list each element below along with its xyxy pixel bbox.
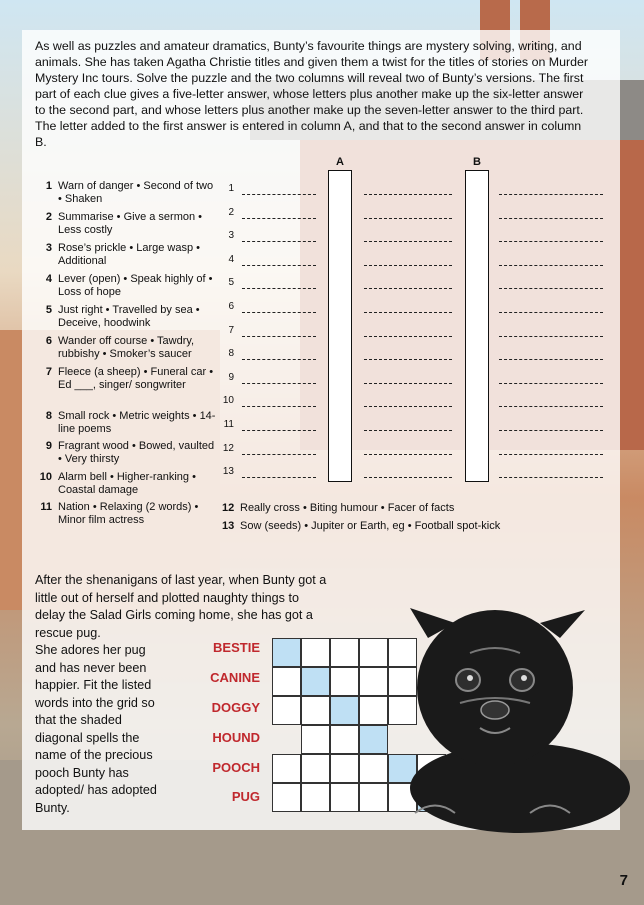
clue-text: Small rock • Metric weights • 14-line poems bbox=[58, 410, 216, 435]
answer-blank-2[interactable] bbox=[364, 218, 452, 219]
answer-blank-3[interactable] bbox=[499, 406, 603, 407]
answer-blank-1[interactable] bbox=[242, 336, 316, 337]
answer-blank-1[interactable] bbox=[242, 218, 316, 219]
column-a-header: A bbox=[336, 156, 344, 168]
clue-item bbox=[222, 520, 500, 532]
answer-blank-2[interactable] bbox=[364, 288, 452, 289]
clue-number: 13 bbox=[222, 520, 235, 532]
clue-text: Warn of danger • Second of two • Shaken bbox=[58, 180, 214, 205]
answer-row-number: 7 bbox=[228, 324, 234, 336]
grid-cell[interactable] bbox=[359, 696, 388, 725]
clue-number: 3 bbox=[45, 242, 52, 254]
answer-row-number: 8 bbox=[228, 348, 234, 360]
grid-cell[interactable] bbox=[359, 754, 388, 783]
clue-text: Rose’s prickle • Large wasp • Additional bbox=[58, 242, 201, 267]
answer-row-number: 5 bbox=[228, 277, 234, 289]
clue-number: 7 bbox=[45, 366, 52, 378]
pug-puzzle-intro: After the shenanigans of last year, when Bunty got a little out of herself and plotted naughty things to delay the Salad Girls coming home, she has got a rescue pug. bbox=[35, 573, 327, 640]
answer-row-number: 1 bbox=[228, 183, 234, 194]
clue-text: Lever (open) • Speak highly of • Loss of hope bbox=[58, 273, 213, 298]
answer-blank-1[interactable] bbox=[242, 312, 316, 313]
answer-blank-2[interactable] bbox=[364, 430, 452, 431]
word-item: BESTIE bbox=[213, 640, 260, 655]
clue-text: Nation • Relaxing (2 words) • Minor film actress bbox=[58, 501, 199, 526]
answer-row-number: 10 bbox=[222, 395, 234, 407]
grid-cell[interactable] bbox=[359, 667, 388, 696]
answer-blank-2[interactable] bbox=[364, 241, 452, 242]
answer-blank-1[interactable] bbox=[242, 288, 316, 289]
clue-number: 11 bbox=[40, 501, 52, 513]
answer-blank-3[interactable] bbox=[499, 383, 603, 384]
word-item: POOCH bbox=[212, 760, 260, 775]
word-item: HOUND bbox=[212, 730, 260, 745]
answer-blank-1[interactable] bbox=[242, 430, 316, 431]
answer-row-number: 2 bbox=[228, 206, 234, 218]
page-number: 7 bbox=[619, 872, 628, 889]
grid-cell-shaded[interactable] bbox=[301, 667, 330, 696]
column-b[interactable] bbox=[465, 170, 489, 482]
clue-text: Wander off course • Tawdry, rubbishy • Smoker’s saucer bbox=[58, 335, 195, 360]
grid-cell[interactable] bbox=[272, 783, 301, 812]
clue-number: 4 bbox=[45, 273, 52, 285]
grid-cell[interactable] bbox=[301, 783, 330, 812]
clue-number: 2 bbox=[45, 211, 52, 223]
clue-number: 6 bbox=[45, 335, 52, 347]
answer-row-number: 4 bbox=[228, 253, 234, 265]
grid-cell-shaded[interactable] bbox=[272, 638, 301, 667]
grid-cell-shaded[interactable] bbox=[359, 725, 388, 754]
answer-blank-2[interactable] bbox=[364, 359, 452, 360]
answer-row-number: 12 bbox=[222, 442, 234, 454]
instructions: As well as puzzles and amateur dramatics, Bunty’s favourite things are mystery solving, writing, and animals. She has taken Agatha Christie titles and given them a twist for the titles of stories on Murder Mystery Inc tours. Solve the puzzle and the two columns will reveal two of Bunty’s versions. The first part of each clue gives a five-letter answer, whose letters plus another make up the six-letter answer to the second part, and whose letters plus another make up the seven-letter answer to the third part. The letter added to the first answer is entered in column A, and that to the second answer in column B. bbox=[35, 39, 589, 149]
answer-blank-3[interactable] bbox=[499, 218, 603, 219]
answer-blank-2[interactable] bbox=[364, 477, 452, 478]
answer-blank-3[interactable] bbox=[499, 430, 603, 431]
clue-text: Fleece (a sheep) • Funeral car • Ed ___, singer/ songwriter bbox=[58, 366, 214, 391]
answer-blank-2[interactable] bbox=[364, 336, 452, 337]
clue-text: Fragrant wood • Bowed, vaulted • Very thirsty bbox=[58, 440, 215, 465]
clue-text: Really cross • Biting humour • Facer of facts bbox=[240, 502, 455, 514]
clue-text: Sow (seeds) • Jupiter or Earth, eg • Football spot-kick bbox=[240, 520, 501, 532]
answer-blank-3[interactable] bbox=[499, 265, 603, 266]
grid-cell[interactable] bbox=[301, 696, 330, 725]
clue-text: Just right • Travelled by sea • Deceive, hoodwink bbox=[58, 304, 200, 329]
grid-cell[interactable] bbox=[359, 638, 388, 667]
answer-blank-3[interactable] bbox=[499, 312, 603, 313]
answer-blank-1[interactable] bbox=[242, 383, 316, 384]
grid-cell[interactable] bbox=[330, 667, 359, 696]
answer-blank-3[interactable] bbox=[499, 477, 603, 478]
answer-blank-2[interactable] bbox=[364, 454, 452, 455]
answer-blank-3[interactable] bbox=[499, 336, 603, 337]
grid-cell[interactable] bbox=[359, 783, 388, 812]
clue-item bbox=[222, 502, 454, 514]
clue-text: Summarise • Give a sermon • Less costly bbox=[58, 211, 203, 236]
clue-number: 12 bbox=[222, 502, 235, 514]
clue-text: Alarm bell • Higher-ranking • Coastal damage bbox=[58, 471, 196, 496]
pug-illustration bbox=[400, 598, 630, 838]
answer-blank-1[interactable] bbox=[242, 265, 316, 266]
grid-cell[interactable] bbox=[301, 754, 330, 783]
grid-cell[interactable] bbox=[330, 725, 359, 754]
word-item: CANINE bbox=[210, 670, 260, 685]
answer-blank-1[interactable] bbox=[242, 359, 316, 360]
grid-cell[interactable] bbox=[272, 696, 301, 725]
answer-row-number: 11 bbox=[223, 419, 234, 430]
answer-blank-2[interactable] bbox=[364, 406, 452, 407]
answer-blank-3[interactable] bbox=[499, 288, 603, 289]
answer-blank-1[interactable] bbox=[242, 406, 316, 407]
answer-blank-2[interactable] bbox=[364, 383, 452, 384]
clue-number: 10 bbox=[39, 471, 52, 483]
answer-row-number: 9 bbox=[228, 371, 234, 383]
answer-blank-1[interactable] bbox=[242, 477, 316, 478]
answer-blank-1[interactable] bbox=[242, 454, 316, 455]
grid-cell[interactable] bbox=[330, 638, 359, 667]
answer-blank-3[interactable] bbox=[499, 359, 603, 360]
answer-blank-3[interactable] bbox=[499, 241, 603, 242]
grid-cell[interactable] bbox=[330, 754, 359, 783]
word-item: DOGGY bbox=[211, 700, 260, 715]
answer-blank-2[interactable] bbox=[364, 265, 452, 266]
answer-blank-2[interactable] bbox=[364, 312, 452, 313]
answer-blank-2[interactable] bbox=[364, 194, 452, 195]
grid-cell-shaded[interactable] bbox=[330, 696, 359, 725]
answer-row-number: 13 bbox=[222, 466, 234, 478]
grid-cell[interactable] bbox=[272, 667, 301, 696]
column-b-header: B bbox=[473, 156, 481, 168]
pug-puzzle-instructions: She adores her pug and has never been happier. Fit the listed words into the grid so that the shaded diagonal spells the name of the precious pooch Bunty has adopted/ has adopted Bunty. bbox=[35, 643, 157, 815]
answer-blank-3[interactable] bbox=[499, 194, 603, 195]
word-item: PUG bbox=[231, 789, 260, 804]
answer-row-number: 3 bbox=[228, 230, 234, 242]
grid-cell[interactable] bbox=[272, 754, 301, 783]
clue-number: 8 bbox=[45, 410, 52, 422]
answer-blank-1[interactable] bbox=[242, 241, 316, 242]
grid-cell[interactable] bbox=[301, 638, 330, 667]
clue-number: 9 bbox=[45, 440, 52, 452]
answer-blank-1[interactable] bbox=[242, 194, 316, 195]
clue-number: 5 bbox=[45, 304, 52, 316]
answer-row-number: 6 bbox=[228, 301, 234, 312]
clue-number: 1 bbox=[45, 180, 52, 192]
grid-cell[interactable] bbox=[330, 783, 359, 812]
column-a[interactable] bbox=[328, 170, 352, 482]
answer-blank-3[interactable] bbox=[499, 454, 603, 455]
grid-cell[interactable] bbox=[301, 725, 330, 754]
